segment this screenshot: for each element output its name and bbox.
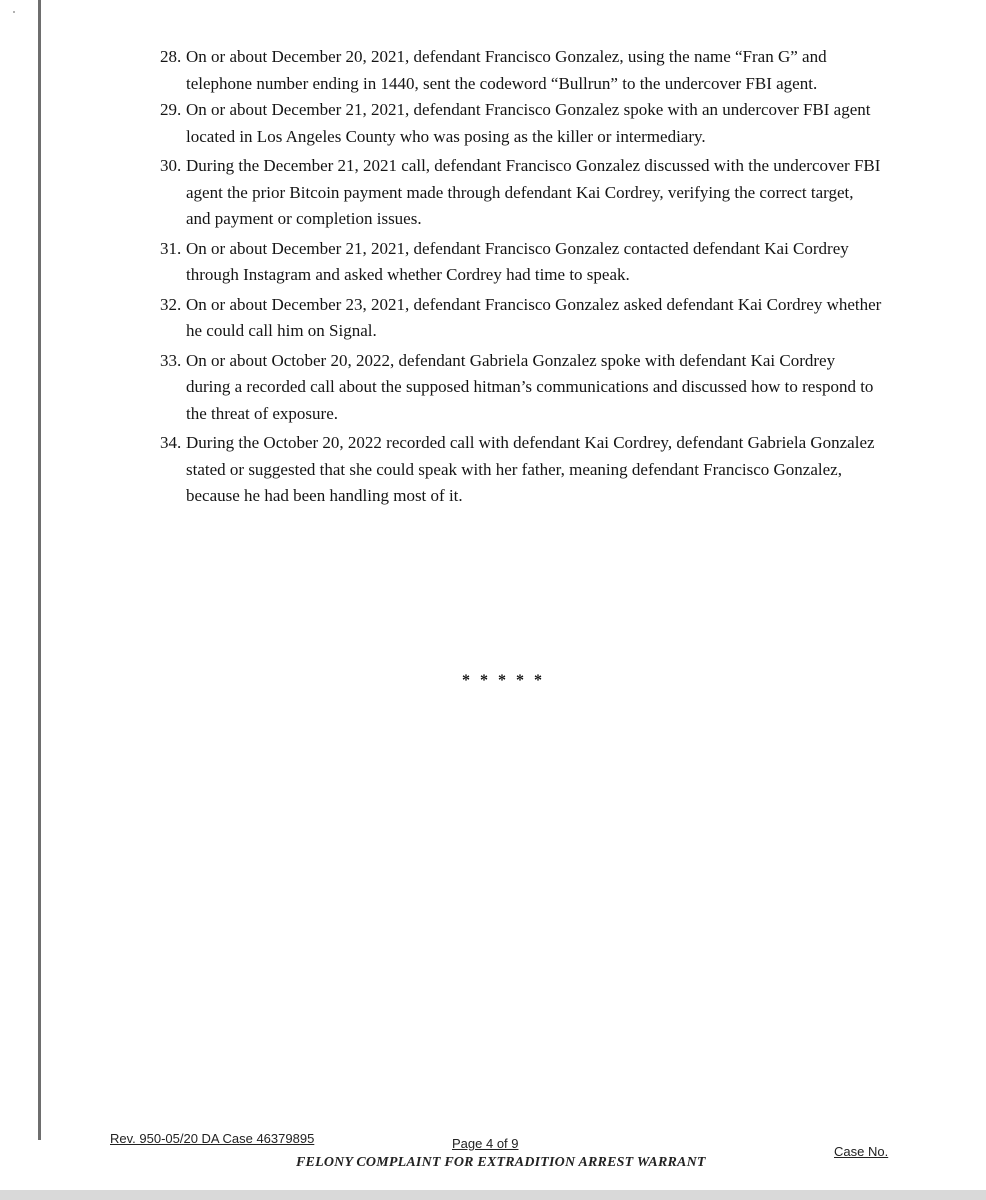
paragraph-28: [160, 44, 920, 97]
footer-document-title: FELONY COMPLAINT FOR EXTRADITION ARREST WARRANT: [296, 1155, 706, 1170]
paragraph-line: stated or suggested that she could speak with her father, meaning defendant Francisco Gonzalez,: [186, 459, 842, 479]
paragraph-number: 30.: [160, 156, 182, 175]
paragraph-line: and payment or completion issues.: [186, 209, 422, 228]
paragraph-line: On or about December 21, 2021, defendant Francisco Gonzalez contacted defendant Kai Cordrey: [186, 238, 849, 258]
numbered-paragraphs: [160, 44, 920, 510]
paragraph-line: On or about October 20, 2022, defendant Gabriela Gonzalez spoke with defendant Kai Cordrey: [186, 350, 836, 370]
paragraph-number: 28.: [160, 47, 182, 66]
paragraph-32: [160, 292, 920, 345]
paragraph-line: During the October 20, 2022 recorded call with defendant Kai Cordrey, defendant Gabriela Gonzalez: [186, 433, 875, 452]
footer-case-number: Case No.: [834, 1144, 889, 1159]
footer-page-number: Page 4 of 9: [452, 1136, 519, 1151]
paragraph-line: he could call him on Signal.: [186, 321, 377, 340]
paragraph-line: On or about December 20, 2021, defendant Francisco Gonzalez, using the name “Fran G” and: [186, 47, 827, 66]
paragraph-line: during a recorded call about the supposed hitman’s communications and discussed how to respond to: [186, 377, 874, 396]
paragraph-line: agent the prior Bitcoin payment made through defendant Kai Cordrey, verifying the correct target,: [186, 182, 854, 202]
paragraph-31: [160, 236, 920, 289]
paragraph-number: 34.: [160, 433, 182, 452]
paragraph-33: [160, 348, 920, 428]
paragraph-number: 31.: [160, 238, 182, 258]
paragraph-30: [160, 153, 920, 233]
paragraph-line: located in Los Angeles County who was posing as the killer or intermediary.: [186, 126, 706, 146]
paragraph-line: the threat of exposure.: [186, 403, 338, 423]
paragraph-number: 32.: [160, 294, 182, 314]
paragraph-line: because he had been handling most of it.: [186, 486, 463, 505]
paragraph-number: 29.: [160, 100, 182, 119]
paragraph-number: 33.: [160, 350, 182, 370]
page-speck: [13, 11, 15, 13]
footer-revision: Rev. 950-05/20 DA Case 46379895: [110, 1131, 315, 1146]
paragraph-line: telephone number ending in 1440, sent the codeword “Bullrun” to the undercover FBI agent.: [186, 73, 818, 93]
paragraph-29: [160, 97, 920, 150]
paragraph-line: During the December 21, 2021 call, defendant Francisco Gonzalez discussed with the undercover FBI: [186, 156, 881, 175]
bottom-band: [0, 1190, 986, 1200]
paragraph-34: [160, 430, 920, 510]
paragraph-line: On or about December 23, 2021, defendant Francisco Gonzalez asked defendant Kai Cordrey whether: [186, 294, 882, 314]
section-separator: * * * * *: [462, 672, 545, 689]
left-margin-rule: [38, 0, 41, 1140]
paragraph-line: through Instagram and asked whether Cordrey had time to speak.: [186, 265, 630, 284]
paragraph-line: On or about December 21, 2021, defendant Francisco Gonzalez spoke with an undercover FBI agent: [186, 100, 871, 119]
